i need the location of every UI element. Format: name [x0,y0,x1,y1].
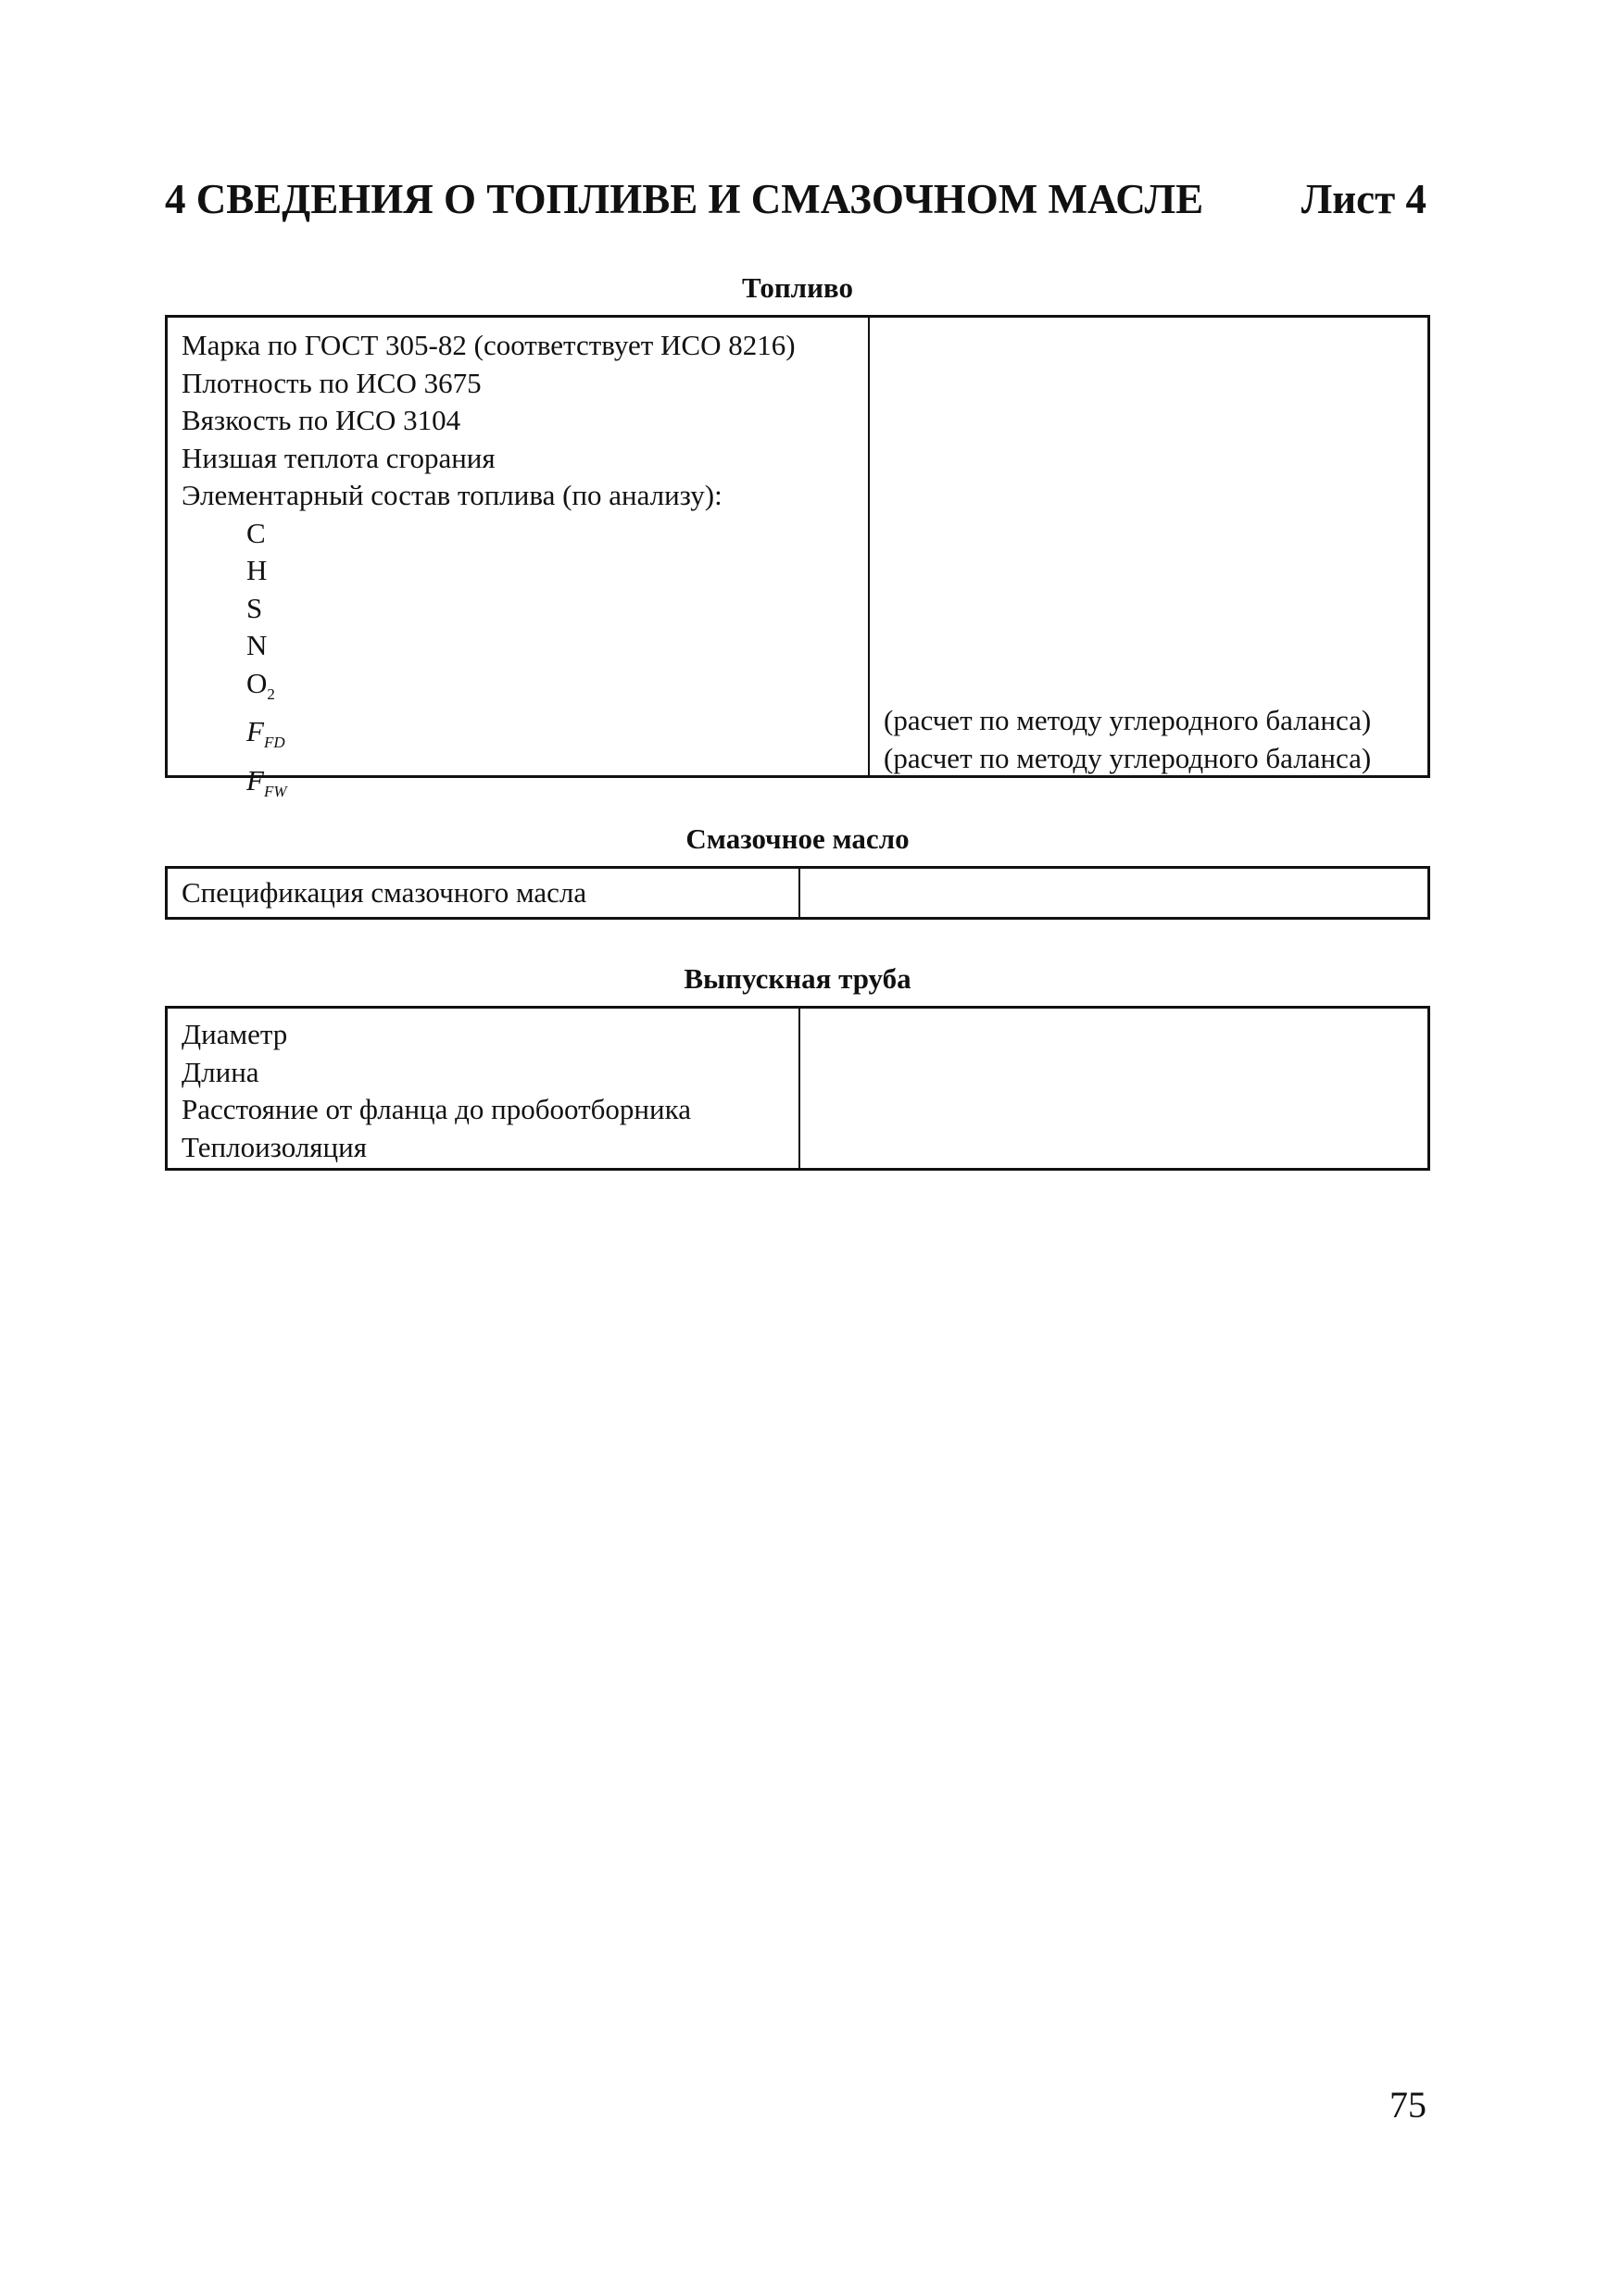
page-title: 4 СВЕДЕНИЯ О ТОПЛИВЕ И СМАЗОЧНОМ МАСЛЕ [165,176,1204,222]
fuel-parameters-column [168,318,870,800]
oil-section-title: Смазочное масло [685,822,910,855]
fuel-value-blank [884,665,1427,703]
exhaust-values-column [800,1009,1427,1168]
fuel-row-viscosity: Вязкость по ИСО 3104 [182,404,461,436]
ffw-symbol: F [246,763,264,797]
fuel-value-blank [884,477,1427,515]
sheet-label: Лист 4 [1301,176,1426,222]
fuel-value-blank [884,590,1427,628]
fuel-value-blank [884,365,1427,403]
note-ffd: (расчет по методу углеродного баланса) [884,704,1372,736]
fuel-row-density: Плотность по ИСО 3675 [182,366,482,399]
note-ffw: (расчет по методу углеродного баланса) [884,741,1372,774]
fuel-section-title: Топливо [742,271,853,304]
exhaust-row-flange-distance: Расстояние от фланца до пробоотборника [182,1093,691,1125]
fuel-table [165,315,1430,800]
element-hydrogen: H [246,554,268,586]
exhaust-row-insulation: Теплоизоляция [182,1130,367,1163]
exhaust-table [165,1006,1430,1171]
ffw-subscript: FW [263,782,287,800]
element-nitrogen: N [246,629,268,661]
ffd-subscript: FD [263,734,285,751]
oil-row-spec: Спецификация смазочного масла [182,876,587,909]
fuel-value-blank [884,627,1427,665]
exhaust-section-title: Выпускная труба [684,962,911,995]
page-header [165,170,1426,228]
exhaust-row-length: Длина [182,1055,259,1088]
fuel-row-grade: Марка по ГОСТ 305-82 (соответствует ИСО 8216) [182,329,796,361]
fuel-value-blank [884,552,1427,590]
fuel-row-composition: Элементарный состав топлива (по анализу): [182,479,723,511]
oxygen-symbol: O [246,666,268,699]
fuel-row-heating-value: Низшая теплота сгорания [182,441,496,474]
fuel-value-blank [884,515,1427,553]
ffd-symbol: F [246,715,264,747]
oil-table [165,866,1430,920]
fuel-value-blank [884,402,1427,440]
page-number: 75 [1389,2084,1426,2126]
fuel-values-column [870,318,1427,775]
element-sulfur: S [246,591,263,624]
exhaust-row-diameter: Диаметр [182,1018,288,1050]
oil-values-column [800,869,1427,917]
fuel-value-blank [884,327,1427,365]
oxygen-subscript: 2 [267,684,275,703]
element-oxygen [182,665,868,714]
fuel-value-blank [884,440,1427,478]
oil-parameters-column [168,869,800,917]
factor-ffd [182,713,868,762]
element-carbon: C [246,516,266,549]
factor-ffw [182,762,868,811]
exhaust-parameters-column [168,1009,800,1168]
